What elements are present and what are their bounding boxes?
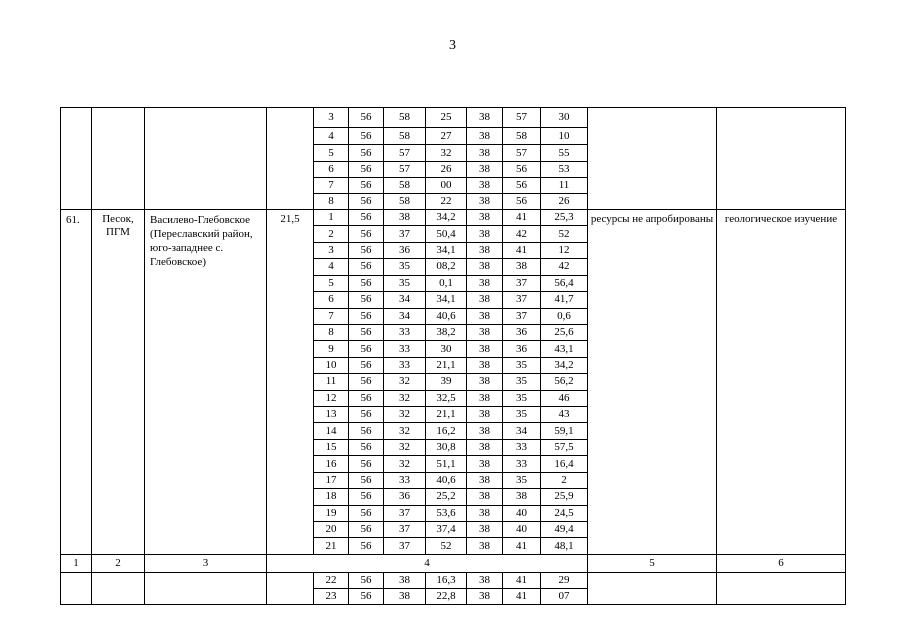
coordinate-cell: 56 <box>349 538 384 554</box>
coordinate-cell: 56 <box>349 162 384 178</box>
deposit-area <box>267 108 314 210</box>
deposit-table <box>60 107 846 605</box>
page-number: 3 <box>449 38 456 53</box>
coordinate-cell: 38 <box>384 572 426 588</box>
coordinate-cell: 27 <box>426 128 467 145</box>
coordinate-cell: 50,4 <box>426 226 467 242</box>
coordinate-cell: 37,4 <box>426 522 467 538</box>
coordinate-cell: 41,7 <box>541 292 588 308</box>
coordinate-cell: 34,1 <box>426 292 467 308</box>
point-number: 18 <box>314 489 349 505</box>
point-number: 15 <box>314 439 349 455</box>
coordinate-cell: 56 <box>349 439 384 455</box>
column-number: 6 <box>717 554 846 572</box>
coordinate-cell: 37 <box>384 505 426 521</box>
coordinate-cell: 33 <box>384 357 426 373</box>
coordinate-cell: 35 <box>503 472 541 488</box>
coordinate-cell: 56 <box>503 162 541 178</box>
coordinate-cell: 56 <box>349 456 384 472</box>
point-number: 22 <box>314 572 349 588</box>
coordinate-cell: 34,1 <box>426 242 467 258</box>
coordinate-cell: 35 <box>384 275 426 291</box>
coordinate-cell: 25,3 <box>541 210 588 226</box>
coordinate-cell: 39 <box>426 374 467 390</box>
coordinate-cell: 26 <box>541 194 588 210</box>
coordinate-cell: 37 <box>503 308 541 324</box>
coordinate-cell: 58 <box>384 194 426 210</box>
coordinate-cell: 32 <box>384 390 426 406</box>
coordinate-cell: 56 <box>349 407 384 423</box>
coordinate-cell: 25,6 <box>541 324 588 340</box>
coordinate-cell: 56 <box>349 390 384 406</box>
coordinate-cell: 53 <box>541 162 588 178</box>
coordinate-cell: 38 <box>503 259 541 275</box>
coordinate-cell: 12 <box>541 242 588 258</box>
point-number: 21 <box>314 538 349 554</box>
coordinate-cell: 37 <box>503 275 541 291</box>
point-number: 6 <box>314 292 349 308</box>
point-number: 6 <box>314 162 349 178</box>
coordinate-cell: 22 <box>426 194 467 210</box>
coordinate-cell: 56 <box>349 259 384 275</box>
coordinate-cell: 57,5 <box>541 439 588 455</box>
coordinate-cell: 58 <box>384 108 426 128</box>
coordinate-cell: 40 <box>503 522 541 538</box>
point-number: 3 <box>314 108 349 128</box>
coordinate-cell: 56 <box>349 242 384 258</box>
coordinate-cell: 38 <box>467 423 503 439</box>
coordinate-cell: 38 <box>467 472 503 488</box>
coordinate-cell: 49,4 <box>541 522 588 538</box>
coordinate-cell: 36 <box>384 242 426 258</box>
coordinate-cell: 21,1 <box>426 407 467 423</box>
coordinate-cell: 56 <box>503 194 541 210</box>
coordinate-cell: 38 <box>467 242 503 258</box>
coordinate-cell: 56 <box>349 178 384 194</box>
coordinate-cell: 41 <box>503 242 541 258</box>
column-number-row <box>61 554 846 572</box>
coordinate-cell: 32 <box>426 145 467 162</box>
coordinate-cell: 38 <box>467 194 503 210</box>
coordinate-cell: 43 <box>541 407 588 423</box>
coordinate-cell: 33 <box>384 341 426 357</box>
coordinate-cell: 24,5 <box>541 505 588 521</box>
point-number: 13 <box>314 407 349 423</box>
coordinate-cell: 35 <box>503 407 541 423</box>
coordinate-cell: 34 <box>384 292 426 308</box>
coordinate-cell: 35 <box>503 390 541 406</box>
coordinate-cell: 56 <box>349 505 384 521</box>
coordinate-cell: 55 <box>541 145 588 162</box>
coordinate-cell: 38 <box>467 572 503 588</box>
mineral-type: Песок, ПГМ <box>92 210 145 555</box>
coordinate-cell: 36 <box>503 341 541 357</box>
point-number: 9 <box>314 341 349 357</box>
coordinate-cell: 35 <box>503 374 541 390</box>
table-row <box>61 572 846 588</box>
coordinate-cell: 32 <box>384 407 426 423</box>
coordinate-cell: 38 <box>467 588 503 604</box>
coordinate-cell: 56 <box>349 522 384 538</box>
coordinate-cell: 42 <box>503 226 541 242</box>
coordinate-cell: 56 <box>349 472 384 488</box>
point-number: 7 <box>314 178 349 194</box>
deposit-area: 21,5 <box>267 210 314 555</box>
coordinate-cell: 56 <box>349 145 384 162</box>
coordinate-cell: 22,8 <box>426 588 467 604</box>
coordinate-cell: 07 <box>541 588 588 604</box>
coordinate-cell: 34,2 <box>426 210 467 226</box>
coordinate-cell: 56 <box>349 357 384 373</box>
empty-cell-5 <box>588 572 717 604</box>
coordinate-cell: 2 <box>541 472 588 488</box>
coordinate-cell: 57 <box>384 145 426 162</box>
coordinate-cell: 56,4 <box>541 275 588 291</box>
coordinate-cell: 11 <box>541 178 588 194</box>
point-number: 20 <box>314 522 349 538</box>
point-number: 3 <box>314 242 349 258</box>
point-number: 14 <box>314 423 349 439</box>
coordinate-cell: 56 <box>349 108 384 128</box>
coordinate-cell: 56 <box>349 341 384 357</box>
coordinate-cell: 29 <box>541 572 588 588</box>
coordinate-cell: 00 <box>426 178 467 194</box>
coordinate-cell: 0,1 <box>426 275 467 291</box>
coordinate-cell: 58 <box>384 178 426 194</box>
coordinate-cell: 38 <box>467 275 503 291</box>
coordinate-cell: 38 <box>467 108 503 128</box>
coordinate-cell: 57 <box>503 145 541 162</box>
coordinate-cell: 30 <box>541 108 588 128</box>
coordinate-cell: 40,6 <box>426 472 467 488</box>
coordinate-cell: 38 <box>467 439 503 455</box>
deposit-name <box>145 108 267 210</box>
column-number: 5 <box>588 554 717 572</box>
coordinate-cell: 25,9 <box>541 489 588 505</box>
column-number: 2 <box>92 554 145 572</box>
coordinate-cell: 38 <box>467 407 503 423</box>
coordinate-cell: 30,8 <box>426 439 467 455</box>
coordinate-cell: 35 <box>384 259 426 275</box>
coordinate-cell: 38 <box>467 145 503 162</box>
empty-cell-3 <box>145 572 267 604</box>
deposit-number <box>61 108 92 210</box>
coordinate-cell: 58 <box>384 128 426 145</box>
table-row <box>61 210 846 226</box>
point-number: 16 <box>314 456 349 472</box>
coordinate-cell: 56 <box>349 292 384 308</box>
point-number: 8 <box>314 324 349 340</box>
coordinate-cell: 35 <box>503 357 541 373</box>
coordinate-cell: 38 <box>384 210 426 226</box>
coordinate-cell: 33 <box>384 324 426 340</box>
coordinate-cell: 46 <box>541 390 588 406</box>
coordinate-cell: 56 <box>349 275 384 291</box>
coordinate-cell: 48,1 <box>541 538 588 554</box>
coordinate-cell: 38 <box>503 489 541 505</box>
coordinate-cell: 25 <box>426 108 467 128</box>
coordinate-cell: 32 <box>384 439 426 455</box>
column-number: 1 <box>61 554 92 572</box>
coordinate-cell: 38 <box>467 324 503 340</box>
coordinate-cell: 56 <box>349 423 384 439</box>
coordinate-cell: 33 <box>503 456 541 472</box>
coordinate-cell: 32,5 <box>426 390 467 406</box>
coordinate-cell: 56 <box>349 588 384 604</box>
coordinate-cell: 38 <box>467 259 503 275</box>
coordinate-cell: 16,3 <box>426 572 467 588</box>
coordinate-cell: 38 <box>467 456 503 472</box>
coordinate-cell: 57 <box>503 108 541 128</box>
coordinate-cell: 0,6 <box>541 308 588 324</box>
coordinate-cell: 52 <box>541 226 588 242</box>
point-number: 1 <box>314 210 349 226</box>
coordinate-cell: 37 <box>384 522 426 538</box>
coordinate-cell: 56 <box>349 308 384 324</box>
coordinate-cell: 40,6 <box>426 308 467 324</box>
point-number: 12 <box>314 390 349 406</box>
study-purpose <box>717 108 846 210</box>
coordinate-cell: 34 <box>384 308 426 324</box>
coordinate-cell: 40 <box>503 505 541 521</box>
coordinate-cell: 59,1 <box>541 423 588 439</box>
point-number: 7 <box>314 308 349 324</box>
coordinate-cell: 32 <box>384 456 426 472</box>
coordinate-cell: 38 <box>467 210 503 226</box>
column-number: 3 <box>145 554 267 572</box>
mineral-type <box>92 108 145 210</box>
coordinate-cell: 56 <box>349 489 384 505</box>
point-number: 10 <box>314 357 349 373</box>
deposit-name: Василево-Глебовское (Переславский район, юго-западнее с. Глебовское) <box>145 210 267 555</box>
coordinate-cell: 41 <box>503 572 541 588</box>
point-number: 11 <box>314 374 349 390</box>
empty-cell-6 <box>717 572 846 604</box>
empty-cell-2 <box>92 572 145 604</box>
study-purpose: геологическое изучение <box>717 210 846 555</box>
coordinate-cell: 38 <box>467 390 503 406</box>
coordinate-cell: 16,4 <box>541 456 588 472</box>
coordinate-cell: 36 <box>384 489 426 505</box>
coordinate-cell: 52 <box>426 538 467 554</box>
coordinate-cell: 38 <box>384 588 426 604</box>
coordinate-cell: 37 <box>384 538 426 554</box>
coordinate-cell: 33 <box>503 439 541 455</box>
coordinate-cell: 56 <box>349 128 384 145</box>
coordinate-cell: 56 <box>503 178 541 194</box>
coordinate-cell: 30 <box>426 341 467 357</box>
coordinate-cell: 16,2 <box>426 423 467 439</box>
point-number: 23 <box>314 588 349 604</box>
deposit-number: 61. <box>61 210 92 555</box>
coordinate-cell: 57 <box>384 162 426 178</box>
coordinate-cell: 56 <box>349 194 384 210</box>
resources-status: ресурсы не апробированы <box>588 210 717 555</box>
coordinate-cell: 42 <box>541 259 588 275</box>
coordinate-cell: 43,1 <box>541 341 588 357</box>
coordinate-cell: 37 <box>384 226 426 242</box>
coordinate-cell: 38 <box>467 128 503 145</box>
point-number: 8 <box>314 194 349 210</box>
coordinate-cell: 36 <box>503 324 541 340</box>
coordinate-cell: 56 <box>349 572 384 588</box>
coordinate-cell: 32 <box>384 423 426 439</box>
point-number: 19 <box>314 505 349 521</box>
point-number: 4 <box>314 259 349 275</box>
coordinate-cell: 41 <box>503 588 541 604</box>
point-number: 5 <box>314 275 349 291</box>
coordinate-cell: 56 <box>349 324 384 340</box>
coordinate-cell: 38 <box>467 489 503 505</box>
table-row <box>61 108 846 128</box>
coordinate-cell: 38 <box>467 226 503 242</box>
coordinate-cell: 41 <box>503 210 541 226</box>
coordinate-cell: 38 <box>467 308 503 324</box>
coordinate-cell: 38 <box>467 341 503 357</box>
coordinate-cell: 26 <box>426 162 467 178</box>
empty-cell-1 <box>61 572 92 604</box>
coordinate-cell: 38 <box>467 292 503 308</box>
coordinate-cell: 32 <box>384 374 426 390</box>
coordinate-cell: 38 <box>467 538 503 554</box>
coordinate-cell: 33 <box>384 472 426 488</box>
point-number: 4 <box>314 128 349 145</box>
empty-cell-4 <box>267 572 314 604</box>
resources-status <box>588 108 717 210</box>
coordinate-cell: 41 <box>503 538 541 554</box>
coordinate-cell: 51,1 <box>426 456 467 472</box>
coordinate-cell: 38 <box>467 178 503 194</box>
coordinate-cell: 38 <box>467 357 503 373</box>
point-number: 5 <box>314 145 349 162</box>
coordinate-cell: 53,6 <box>426 505 467 521</box>
coordinate-cell: 25,2 <box>426 489 467 505</box>
coordinate-cell: 37 <box>503 292 541 308</box>
coordinate-cell: 10 <box>541 128 588 145</box>
coordinate-cell: 38 <box>467 505 503 521</box>
coordinate-cell: 58 <box>503 128 541 145</box>
coordinate-cell: 38,2 <box>426 324 467 340</box>
point-number: 2 <box>314 226 349 242</box>
coordinate-cell: 56 <box>349 210 384 226</box>
coordinate-cell: 56,2 <box>541 374 588 390</box>
column-number: 4 <box>267 554 588 572</box>
coordinate-cell: 21,1 <box>426 357 467 373</box>
coordinate-cell: 34 <box>503 423 541 439</box>
coordinate-cell: 38 <box>467 374 503 390</box>
coordinate-cell: 38 <box>467 522 503 538</box>
coordinate-cell: 38 <box>467 162 503 178</box>
coordinate-cell: 56 <box>349 374 384 390</box>
coordinate-cell: 56 <box>349 226 384 242</box>
coordinate-cell: 34,2 <box>541 357 588 373</box>
point-number: 17 <box>314 472 349 488</box>
coordinate-cell: 08,2 <box>426 259 467 275</box>
